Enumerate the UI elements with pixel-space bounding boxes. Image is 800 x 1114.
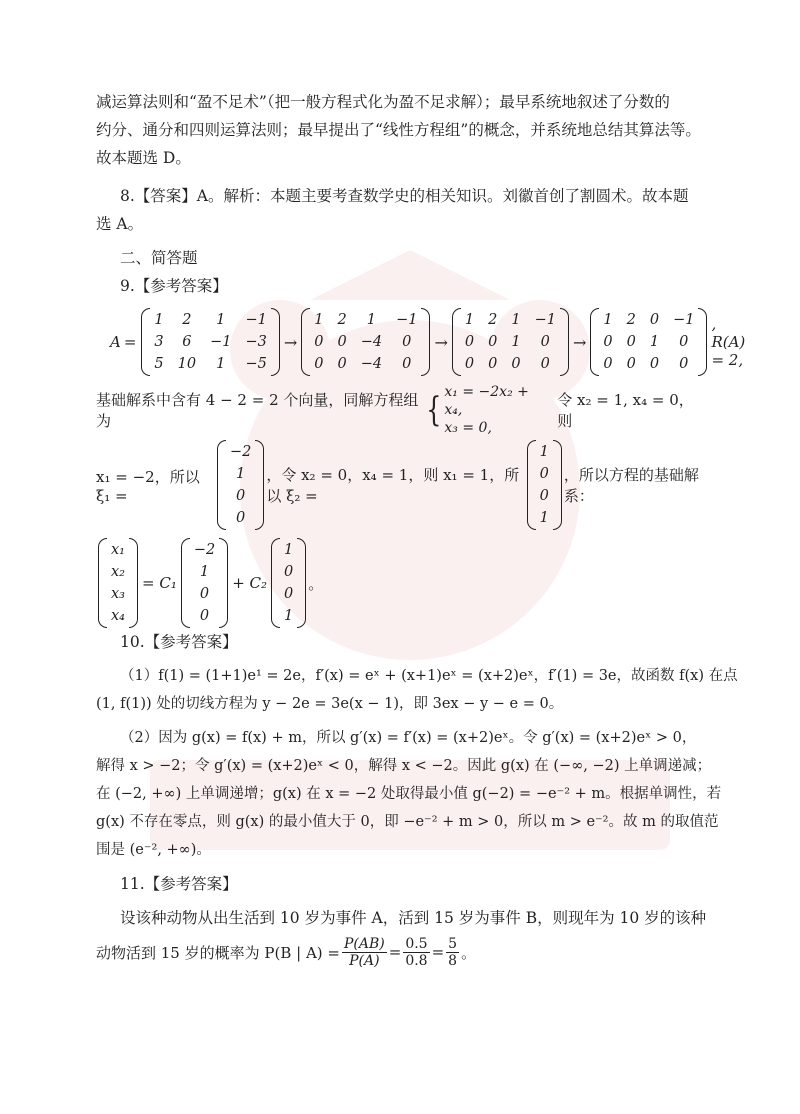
c1-text: = C₁ [142, 574, 177, 592]
matrix-entry: 1 [284, 608, 294, 624]
matrix-1 [141, 308, 279, 376]
matrix-entry: x₁ [111, 542, 125, 558]
matrix-entry: x₄ [111, 608, 125, 624]
matrix-entry: 0 [314, 334, 324, 350]
vector-xi1 [217, 440, 264, 530]
matrix-entry: 0 [540, 334, 550, 350]
xi-mid-text: ，令 x₂ = 0，x₄ = 1，则 x₁ = 1，所以 ξ₂ = [266, 466, 520, 505]
matrix-entry: 1 [649, 334, 660, 350]
matrix-entry: 1 [154, 312, 164, 328]
matrix-entry: 1 [603, 312, 613, 328]
matrix-entry: −1 [396, 312, 418, 328]
matrix-entry: 1 [539, 510, 549, 526]
matrix-entry: 0 [649, 356, 660, 372]
equals-sign: = [388, 943, 402, 961]
matrix-entry: 2 [488, 312, 498, 328]
matrix-entry: 6 [182, 334, 192, 350]
equals-sign: = [123, 333, 137, 351]
matrix-entry: 1 [216, 356, 226, 372]
matrix-entry: 1 [199, 564, 210, 580]
basis-line [96, 384, 704, 436]
matrix-entry: −4 [360, 356, 383, 372]
matrix-entry: 1 [464, 312, 475, 328]
matrix-entry: 0 [337, 334, 347, 350]
p1-line-1: 减运算法则和“盈不足术”（把一般方程式化为盈不足求解）；最早系统地叙述了分数的 [96, 93, 670, 111]
vector-x [98, 538, 138, 628]
q11-end: 。 [461, 943, 477, 962]
arrow-icon: → [434, 332, 448, 352]
matrix-entry: −2 [193, 542, 216, 558]
q10-p2-line-1: （2）因为 g(x) = f(x) + m，所以 g′(x) = f′(x) = (x+2)eˣ。令 g′(x) = (x+2)eˣ > 0， [120, 730, 697, 746]
matrix-entry: −2 [229, 444, 252, 460]
matrix-entry: 0 [464, 334, 475, 350]
matrix-entry: 1 [366, 312, 377, 328]
general-solution-line [96, 538, 704, 628]
matrix-entry: −1 [673, 312, 695, 328]
matrix-entry: 0 [314, 356, 324, 372]
matrix-2 [301, 308, 430, 376]
matrix-entry: 1 [216, 312, 226, 328]
q10-p2-line-2: 解得 x > −2；令 g′(x) = (x+2)eˣ < 0，解得 x < −2。因此 g(x) 在 (−∞, −2) 上单调递减； [96, 758, 712, 774]
matrix-entry: −4 [360, 334, 383, 350]
matrix-entry: 2 [337, 312, 347, 328]
fraction-3: $\frac{5}{8}$ [448, 935, 458, 969]
matrix-entry: 0 [199, 586, 210, 602]
vector-xi2 [527, 440, 562, 530]
matrix-entry: 1 [539, 444, 549, 460]
q8-line-2: 选 A。 [96, 215, 144, 233]
basis-text-b: 令 x₂ = 1, x₄ = 0，则 [557, 391, 694, 430]
matrix-entry: 0 [679, 356, 689, 372]
xi1-text: x₁ = −2，所以 ξ₁ = [96, 467, 200, 505]
system-eq-2: x₃ = 0, [444, 420, 492, 436]
fraction-2: $\frac{0.5}{0.8}$ [405, 935, 428, 969]
fraction-1: $\frac{P(AB)}{P(A)}$ [343, 935, 385, 969]
arrow-icon: → [572, 332, 587, 352]
matrix-name: A [110, 333, 121, 351]
arrow-icon: → [283, 332, 298, 352]
solution-end: 。 [308, 574, 324, 593]
matrix-entry: 0 [402, 334, 412, 350]
q11-label: 11.【参考答案】 [120, 875, 238, 893]
matrix-entry: −1 [245, 312, 267, 328]
matrix-entry: 0 [626, 334, 636, 350]
matrix-entry: −1 [210, 334, 232, 350]
matrix-entry: 1 [511, 312, 521, 328]
xi-vectors-line [96, 440, 704, 530]
brace-icon: { [426, 390, 442, 430]
matrix-entry: 0 [539, 466, 549, 482]
rank-text: , R(A) = 2, [711, 315, 746, 369]
basis-text-a: 基础解系中含有 4 − 2 = 2 个向量，同解方程组为 [96, 391, 419, 430]
section-heading: 二、简答题 [120, 249, 198, 267]
matrix-entry: 3 [154, 334, 164, 350]
equals-sign: = [431, 943, 445, 961]
matrix-entry: 0 [679, 334, 689, 350]
matrix-entry: 10 [177, 356, 197, 372]
xi-tail-text: ，所以方程的基础解系： [563, 466, 699, 505]
q10-p2-line-4: g(x) 不存在零点，则 g(x) 的最小值大于 0，即 −e⁻² + m > 0，所以 m > e⁻²。故 m 的取值范 [96, 814, 719, 830]
matrix-entry: 0 [603, 334, 613, 350]
q10-p2-line-3: 在 (−2, +∞) 上单调递增；g(x) 在 x = −2 处取得最小值 g(−2) = −e⁻² + m。根据单调性，若 [96, 786, 722, 802]
q11-line-1: 设该种动物从出生活到 10 岁为事件 A，活到 15 岁为事件 B，则现年为 10 岁的该种 [120, 909, 707, 927]
matrix-entry: 1 [314, 312, 324, 328]
vector-xi2-copy [271, 538, 306, 628]
q10-p1-line-2: (1, f(1)) 处的切线方程为 y − 2e = 3e(x − 1)，即 3ex − y − e = 0。 [96, 696, 564, 712]
matrix-entry: 0 [539, 488, 549, 504]
vector-xi1-copy [181, 538, 228, 628]
matrix-entry: 0 [284, 586, 294, 602]
matrix-entry: 1 [511, 334, 521, 350]
matrix-entry: 0 [511, 356, 521, 372]
matrix-entry: 0 [603, 356, 613, 372]
matrix-entry: 2 [182, 312, 192, 328]
q11-text: 动物活到 15 岁的概率为 P(B | A) = [96, 943, 340, 962]
matrix-entry: 0 [236, 510, 246, 526]
matrix-entry: 1 [284, 542, 294, 558]
matrix-entry: 0 [337, 356, 347, 372]
matrix-entry: 5 [154, 356, 164, 372]
matrix-entry: 0 [236, 488, 246, 504]
q8-line-1: 8.【答案】A。解析：本题主要考查数学史的相关知识。刘徽首创了割圆术。故本题 [120, 187, 689, 205]
matrix-entry: 1 [236, 466, 246, 482]
matrix-entry: 0 [199, 608, 210, 624]
matrix-3 [452, 308, 569, 376]
matrix-entry: x₂ [111, 564, 125, 580]
matrix-entry: 0 [284, 564, 294, 580]
equation-system [423, 383, 547, 437]
q9-label: 9.【参考答案】 [120, 277, 228, 295]
matrix-entry: 0 [488, 356, 498, 372]
matrix-reduction-row [110, 308, 746, 376]
matrix-entry: 0 [402, 356, 412, 372]
matrix-entry: 0 [626, 356, 636, 372]
matrix-entry: 0 [540, 356, 550, 372]
p1-line-2: 约分、通分和四则运算法则；最早提出了“线性方程组”的概念，并系统地总结其算法等。 [96, 121, 701, 139]
matrix-entry: 0 [488, 334, 498, 350]
q10-label: 10.【参考答案】 [120, 633, 238, 651]
matrix-4 [590, 308, 707, 376]
p1-line-3: 故本题选 D。 [96, 149, 191, 167]
system-eq-1: x₁ = −2x₂ + x₄, [444, 384, 529, 418]
matrix-entry: 2 [626, 312, 636, 328]
q11-line-2 [96, 930, 704, 974]
matrix-entry: −3 [245, 334, 267, 350]
matrix-entry: −5 [245, 356, 267, 372]
matrix-entry: 0 [464, 356, 475, 372]
matrix-entry: 0 [649, 312, 660, 328]
c2-text: + C₂ [232, 574, 268, 592]
matrix-entry: −1 [534, 312, 556, 328]
q10-p1-line-1: （1）f(1) = (1+1)e¹ = 2e，f′(x) = eˣ + (x+1)eˣ = (x+2)eˣ，f′(1) = 3e，故函数 f(x) 在点 [120, 668, 738, 684]
matrix-entry: x₃ [111, 586, 125, 602]
q10-p2-line-5: 围是 (e⁻², +∞)。 [96, 842, 211, 858]
